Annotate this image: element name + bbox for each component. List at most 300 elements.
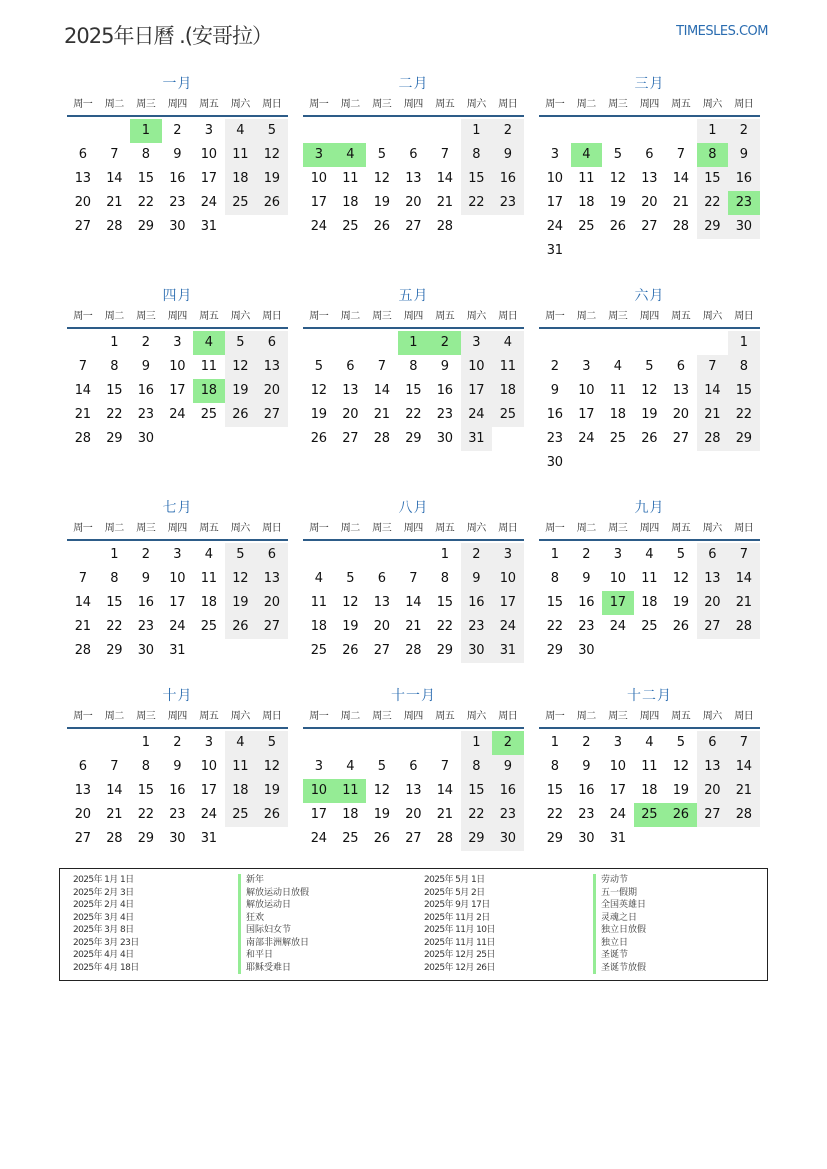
day-cell: 2: [461, 543, 493, 567]
weekday-label: 周日: [734, 311, 754, 322]
day-cell: 19: [672, 783, 689, 798]
day-cell: 7: [78, 571, 87, 586]
weekday-label: 周五: [199, 311, 219, 322]
day-cell: 26: [373, 219, 390, 234]
weekday-label: 周一: [73, 99, 93, 110]
day-cell: 21: [106, 807, 123, 822]
empty-cell: [366, 331, 398, 355]
legend-holiday-name: 解放运动日: [238, 899, 309, 912]
day-cell: 19: [225, 379, 257, 403]
legend-left-dates: [73, 874, 139, 974]
day-cell: 21: [697, 403, 729, 427]
day-cell: 13: [641, 171, 658, 186]
empty-cell: [665, 331, 697, 355]
legend-date: 2025年 11月 2日: [424, 912, 490, 923]
day-cell: 14: [106, 783, 123, 798]
weekday-label: 周二: [104, 711, 124, 722]
day-cell: 2: [141, 335, 150, 350]
day-cell: 24: [461, 403, 493, 427]
day-cell: 21: [106, 195, 123, 210]
day-cell: 6: [645, 147, 654, 162]
day-cell: 8: [461, 755, 493, 779]
day-cell: 7: [110, 759, 119, 774]
day-cell: 17: [200, 171, 217, 186]
empty-cell: [99, 731, 131, 755]
weekday-label: 周二: [340, 99, 360, 110]
holiday-day-cell: 8: [697, 143, 729, 167]
day-cell: 18: [578, 195, 595, 210]
day-cell: 7: [440, 147, 449, 162]
day-cell: 6: [409, 147, 418, 162]
day-cell: 13: [697, 755, 729, 779]
day-cell: 3: [613, 735, 622, 750]
weekday-label: 周六: [466, 523, 486, 534]
empty-cell: [539, 331, 571, 355]
day-cell: 8: [461, 143, 493, 167]
day-cell: 22: [461, 803, 493, 827]
day-cell: 22: [546, 619, 563, 634]
legend-holiday-name: 灵魂之日: [593, 912, 646, 925]
day-cell: 12: [373, 783, 390, 798]
empty-cell: [634, 119, 666, 143]
day-cell: 29: [137, 831, 154, 846]
day-cell: 28: [405, 643, 422, 658]
legend-holiday-name: 狂欢: [238, 912, 309, 925]
day-cell: 17: [169, 595, 186, 610]
weekday-label: 周六: [466, 711, 486, 722]
day-cell: 20: [373, 619, 390, 634]
day-cell: 13: [342, 383, 359, 398]
month-block: [303, 73, 524, 239]
weekday-label: 周四: [639, 99, 659, 110]
day-cell: 28: [672, 219, 689, 234]
day-cell: 26: [310, 431, 327, 446]
day-cell: 11: [200, 571, 217, 586]
empty-cell: [335, 543, 367, 567]
day-cell: 11: [492, 355, 524, 379]
weekday-label: 周五: [199, 523, 219, 534]
day-cell: 11: [310, 595, 327, 610]
day-cell: 6: [78, 759, 87, 774]
day-cell: 20: [641, 195, 658, 210]
weekday-label: 周日: [734, 711, 754, 722]
day-cell: 17: [310, 195, 327, 210]
day-cell: 11: [225, 143, 257, 167]
day-cell: 16: [436, 383, 453, 398]
weekday-header: [539, 707, 760, 729]
day-grid: [303, 119, 524, 239]
day-cell: 9: [492, 143, 524, 167]
day-cell: 1: [550, 735, 559, 750]
month-name: 九月: [634, 500, 665, 516]
day-cell: 2: [582, 547, 591, 562]
day-cell: 1: [440, 547, 449, 562]
weekday-label: 周三: [136, 311, 156, 322]
day-cell: 3: [204, 123, 213, 138]
day-cell: 5: [377, 759, 386, 774]
day-cell: 29: [728, 427, 760, 451]
day-cell: 9: [173, 759, 182, 774]
day-cell: 23: [578, 807, 595, 822]
day-cell: 7: [440, 759, 449, 774]
legend-date: 2025年 11月 10日: [424, 925, 495, 935]
day-cell: 10: [169, 571, 186, 586]
day-cell: 10: [609, 571, 626, 586]
day-cell: 14: [697, 379, 729, 403]
day-cell: 3: [461, 331, 493, 355]
day-cell: 25: [578, 219, 595, 234]
day-cell: 15: [137, 783, 154, 798]
day-cell: 9: [461, 567, 493, 591]
month-name: 七月: [162, 500, 193, 516]
weekday-label: 周四: [639, 523, 659, 534]
day-cell: 29: [405, 431, 422, 446]
day-cell: 19: [373, 807, 390, 822]
day-cell: 26: [342, 643, 359, 658]
day-cell: 22: [137, 807, 154, 822]
weekday-label: 周六: [466, 99, 486, 110]
empty-cell: [303, 731, 335, 755]
day-cell: 17: [169, 383, 186, 398]
day-cell: 16: [137, 595, 154, 610]
day-grid: [539, 543, 760, 663]
month-name: 十月: [162, 688, 193, 704]
day-cell: 6: [346, 359, 355, 374]
day-cell: 7: [377, 359, 386, 374]
day-cell: 19: [225, 591, 257, 615]
day-cell: 17: [200, 783, 217, 798]
holiday-day-cell: 4: [335, 143, 367, 167]
day-cell: 20: [256, 379, 288, 403]
day-cell: 28: [436, 219, 453, 234]
weekday-label: 周六: [466, 311, 486, 322]
weekday-label: 周六: [230, 311, 250, 322]
day-cell: 25: [200, 619, 217, 634]
day-cell: 8: [550, 759, 559, 774]
empty-cell: [429, 731, 461, 755]
day-cell: 24: [310, 831, 327, 846]
weekday-label: 周一: [73, 523, 93, 534]
day-cell: 12: [342, 595, 359, 610]
legend-holiday-name: 圣诞节: [593, 949, 646, 962]
day-cell: 12: [672, 759, 689, 774]
weekday-label: 周三: [608, 311, 628, 322]
weekday-header: [67, 707, 288, 729]
weekday-label: 周三: [136, 99, 156, 110]
day-cell: 14: [436, 783, 453, 798]
day-cell: 23: [461, 615, 493, 639]
weekday-label: 周二: [104, 523, 124, 534]
day-cell: 19: [256, 167, 288, 191]
weekday-label: 周六: [702, 711, 722, 722]
day-cell: 13: [74, 171, 91, 186]
day-cell: 9: [492, 755, 524, 779]
holiday-day-cell: 4: [193, 331, 225, 355]
weekday-label: 周二: [576, 523, 596, 534]
weekday-label: 周一: [545, 523, 565, 534]
day-cell: 1: [550, 547, 559, 562]
day-cell: 22: [697, 191, 729, 215]
day-cell: 24: [310, 219, 327, 234]
weekday-label: 周五: [671, 523, 691, 534]
day-cell: 30: [436, 431, 453, 446]
legend-date: 2025年 3月 23日: [73, 937, 139, 948]
day-cell: 19: [373, 195, 390, 210]
day-cell: 14: [436, 171, 453, 186]
day-cell: 27: [405, 219, 422, 234]
day-cell: 15: [106, 383, 123, 398]
day-cell: 13: [697, 567, 729, 591]
day-cell: 5: [314, 359, 323, 374]
month-name: 十二月: [627, 688, 672, 704]
weekday-label: 周四: [403, 523, 423, 534]
day-cell: 11: [342, 171, 359, 186]
day-grid: [67, 331, 288, 451]
day-cell: 15: [461, 167, 493, 191]
weekday-label: 周日: [262, 711, 282, 722]
weekday-label: 周二: [104, 99, 124, 110]
day-cell: 6: [676, 359, 685, 374]
month-block: [539, 285, 760, 475]
weekday-label: 周六: [230, 523, 250, 534]
day-cell: 31: [200, 831, 217, 846]
month-block: [67, 73, 288, 239]
legend-date: 2025年 11月 11日: [424, 937, 495, 948]
weekday-label: 周五: [671, 711, 691, 722]
brand-logo-text[interactable]: TIMESLES.COM: [676, 24, 768, 39]
day-cell: 15: [461, 779, 493, 803]
day-cell: 14: [672, 171, 689, 186]
day-cell: 16: [728, 167, 760, 191]
day-cell: 25: [225, 803, 257, 827]
month-block: [67, 285, 288, 451]
day-cell: 30: [578, 831, 595, 846]
day-cell: 30: [578, 643, 595, 658]
day-cell: 6: [256, 543, 288, 567]
day-cell: 30: [492, 827, 524, 851]
day-cell: 16: [578, 783, 595, 798]
weekday-header: [67, 519, 288, 541]
weekday-label: 周日: [262, 99, 282, 110]
day-cell: 15: [436, 595, 453, 610]
day-cell: 25: [609, 431, 626, 446]
day-cell: 15: [546, 595, 563, 610]
legend-holiday-name: 新年: [238, 874, 309, 887]
legend-date: 2025年 12月 26日: [424, 962, 495, 973]
legend-holiday-name: 独立日: [593, 937, 646, 950]
day-cell: 20: [74, 195, 91, 210]
day-grid: [67, 543, 288, 663]
empty-cell: [303, 119, 335, 143]
weekday-label: 周四: [639, 311, 659, 322]
holiday-day-cell: 2: [492, 731, 524, 755]
day-cell: 3: [173, 547, 182, 562]
day-cell: 13: [672, 383, 689, 398]
day-cell: 27: [342, 431, 359, 446]
day-cell: 26: [256, 191, 288, 215]
day-cell: 28: [436, 831, 453, 846]
legend-date: 2025年 1月 1日: [73, 875, 134, 885]
day-cell: 26: [256, 803, 288, 827]
legend-holiday-name: 独立日放假: [593, 924, 646, 937]
day-cell: 26: [641, 431, 658, 446]
weekday-label: 周日: [498, 311, 518, 322]
day-cell: 10: [461, 355, 493, 379]
day-cell: 17: [578, 407, 595, 422]
empty-cell: [335, 731, 367, 755]
day-cell: 12: [373, 171, 390, 186]
day-cell: 3: [173, 335, 182, 350]
day-cell: 11: [225, 755, 257, 779]
day-cell: 25: [641, 619, 658, 634]
weekday-label: 周六: [702, 99, 722, 110]
day-cell: 8: [728, 355, 760, 379]
day-cell: 7: [78, 359, 87, 374]
day-cell: 5: [225, 543, 257, 567]
weekday-label: 周一: [73, 711, 93, 722]
empty-cell: [571, 119, 603, 143]
holiday-day-cell: 1: [130, 119, 162, 143]
day-cell: 1: [461, 119, 493, 143]
day-cell: 12: [256, 755, 288, 779]
day-cell: 27: [373, 643, 390, 658]
day-cell: 27: [641, 219, 658, 234]
day-cell: 3: [314, 759, 323, 774]
day-cell: 27: [672, 431, 689, 446]
day-cell: 8: [110, 571, 119, 586]
legend-holiday-name: 全国英雄日: [593, 899, 646, 912]
day-cell: 23: [436, 407, 453, 422]
day-cell: 9: [141, 359, 150, 374]
day-cell: 23: [546, 431, 563, 446]
day-cell: 14: [74, 383, 91, 398]
day-cell: 5: [645, 359, 654, 374]
day-cell: 23: [492, 803, 524, 827]
day-cell: 28: [697, 427, 729, 451]
day-cell: 14: [74, 595, 91, 610]
day-cell: 18: [200, 595, 217, 610]
day-cell: 2: [173, 123, 182, 138]
day-cell: 6: [697, 731, 729, 755]
day-cell: 17: [609, 783, 626, 798]
weekday-label: 周二: [340, 523, 360, 534]
day-cell: 21: [728, 591, 760, 615]
page-title: 2025年日曆 .(安哥拉）: [64, 24, 272, 48]
day-cell: 28: [106, 219, 123, 234]
month-block: [539, 497, 760, 663]
weekday-label: 周三: [608, 99, 628, 110]
empty-cell: [634, 331, 666, 355]
day-cell: 1: [110, 547, 119, 562]
day-cell: 12: [672, 571, 689, 586]
day-cell: 22: [405, 407, 422, 422]
day-cell: 29: [106, 431, 123, 446]
day-cell: 24: [169, 407, 186, 422]
weekday-label: 周三: [372, 311, 392, 322]
day-cell: 9: [582, 571, 591, 586]
day-cell: 11: [641, 571, 658, 586]
day-cell: 20: [697, 591, 729, 615]
legend-holiday-name: 五一假期: [593, 887, 646, 900]
weekday-label: 周六: [230, 711, 250, 722]
empty-cell: [67, 543, 99, 567]
day-cell: 2: [141, 547, 150, 562]
day-cell: 22: [436, 619, 453, 634]
weekday-label: 周三: [608, 711, 628, 722]
day-cell: 28: [373, 431, 390, 446]
weekday-label: 周一: [545, 711, 565, 722]
day-cell: 30: [461, 639, 493, 663]
day-cell: 13: [256, 567, 288, 591]
weekday-header: [303, 307, 524, 329]
day-cell: 9: [728, 143, 760, 167]
day-cell: 27: [74, 831, 91, 846]
day-cell: 17: [546, 195, 563, 210]
day-cell: 27: [697, 803, 729, 827]
day-cell: 30: [728, 215, 760, 239]
day-cell: 25: [342, 831, 359, 846]
day-cell: 29: [697, 215, 729, 239]
day-cell: 21: [74, 407, 91, 422]
weekday-label: 周日: [734, 99, 754, 110]
day-cell: 20: [697, 779, 729, 803]
day-cell: 21: [436, 807, 453, 822]
legend-date: 2025年 4月 4日: [73, 950, 134, 960]
legend-date: 2025年 9月 17日: [424, 900, 490, 910]
day-cell: 10: [200, 147, 217, 162]
legend-holiday-name: 和平日: [238, 949, 309, 962]
day-cell: 4: [225, 731, 257, 755]
legend-date: 2025年 5月 2日: [424, 887, 485, 898]
day-cell: 31: [461, 427, 493, 451]
day-cell: 7: [676, 147, 685, 162]
holiday-day-cell: 10: [303, 779, 335, 803]
day-cell: 24: [609, 807, 626, 822]
day-cell: 18: [342, 195, 359, 210]
day-cell: 13: [74, 783, 91, 798]
legend-left-names: [238, 874, 309, 974]
month-name: 二月: [398, 76, 429, 92]
day-cell: 10: [492, 567, 524, 591]
legend-holiday-name: 南部非洲解放日: [238, 937, 309, 950]
empty-cell: [602, 331, 634, 355]
day-cell: 31: [169, 643, 186, 658]
day-cell: 15: [697, 167, 729, 191]
weekday-label: 周一: [73, 311, 93, 322]
day-cell: 27: [405, 831, 422, 846]
weekday-label: 周四: [403, 711, 423, 722]
month-block: [303, 497, 524, 663]
day-cell: 30: [169, 831, 186, 846]
day-cell: 4: [492, 331, 524, 355]
day-cell: 7: [110, 147, 119, 162]
weekday-label: 周二: [576, 311, 596, 322]
weekday-label: 周二: [340, 311, 360, 322]
day-cell: 1: [141, 735, 150, 750]
day-cell: 6: [256, 331, 288, 355]
day-cell: 10: [200, 759, 217, 774]
weekday-label: 周三: [136, 711, 156, 722]
empty-cell: [697, 331, 729, 355]
day-cell: 5: [676, 547, 685, 562]
month-name: 八月: [398, 500, 429, 516]
day-grid: [539, 731, 760, 851]
day-cell: 26: [672, 619, 689, 634]
weekday-label: 周五: [671, 99, 691, 110]
weekday-label: 周五: [671, 311, 691, 322]
holiday-day-cell: 17: [602, 591, 634, 615]
day-cell: 2: [173, 735, 182, 750]
